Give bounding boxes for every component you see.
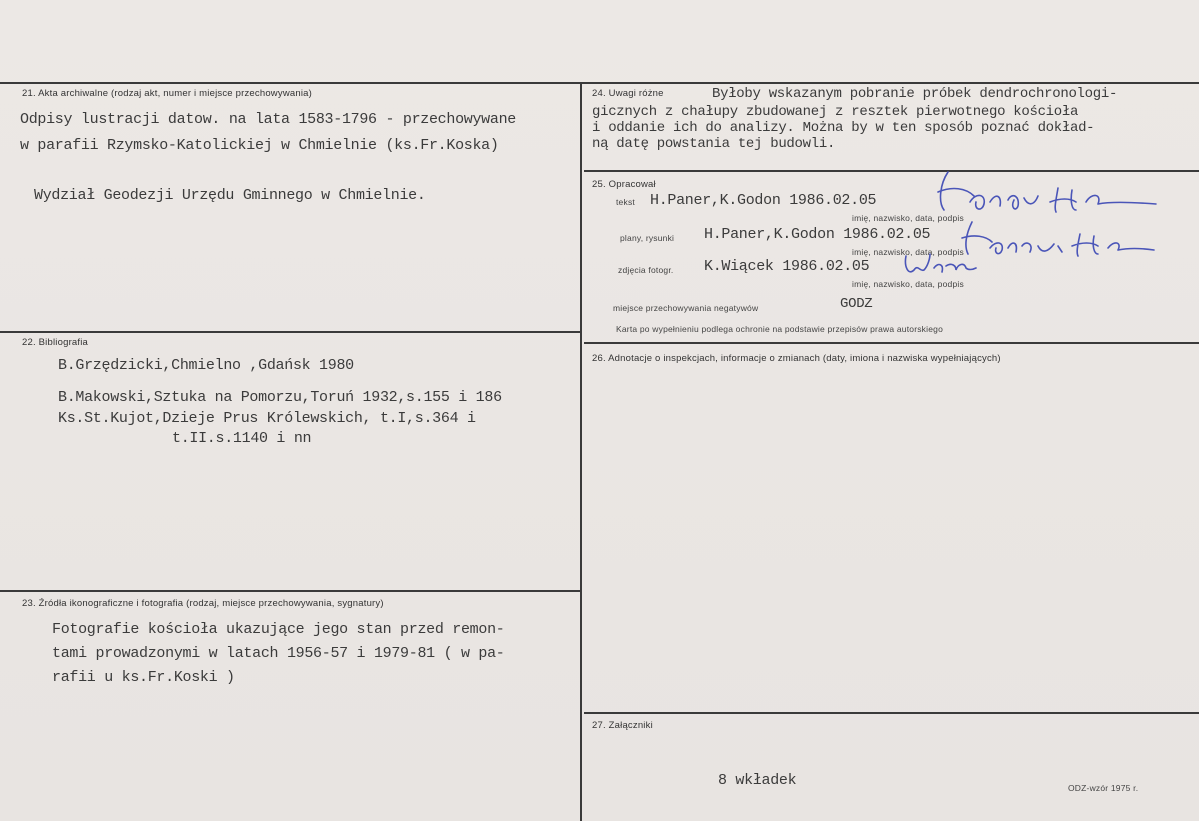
- miejsce-label: miejsce przechowywania negatywów: [613, 303, 759, 313]
- miejsce-value: GODZ: [840, 296, 873, 312]
- section-26-label: 26. Adnotacje o inspekcjach, informacje o zmianach (daty, imiona i nazwiska wypełniających): [592, 353, 1001, 364]
- section-23-line-2: tami prowadzonymi w latach 1956-57 i 1979-81 ( w pa-: [52, 645, 505, 662]
- rule-21-22: [0, 331, 580, 333]
- zdjecia-label: zdjęcia fotogr.: [618, 265, 674, 275]
- tekst-value: H.Paner,K.Godon 1986.02.05: [650, 192, 877, 209]
- section-22-line-1: B.Grzędzicki,Chmielno ,Gdańsk 1980: [58, 357, 354, 374]
- form-footer: ODZ-wzór 1975 r.: [1068, 783, 1139, 793]
- top-rule: [0, 82, 1199, 84]
- section-23-line-3: rafii u ks.Fr.Koski ): [52, 669, 235, 686]
- section-27-value: 8 wkładek: [718, 772, 797, 789]
- plany-value: H.Paner,K.Godon 1986.02.05: [704, 226, 931, 243]
- signature-tekst: [930, 162, 1160, 224]
- section-25-label: 25. Opracował: [592, 179, 656, 190]
- section-22-line-4: t.II.s.1140 i nn: [172, 430, 312, 447]
- section-24-line-1: Byłoby wskazanym pobranie próbek dendrochronologi-: [712, 86, 1118, 102]
- section-23-label: 23. Źródła ikonograficzne i fotografia (rodzaj, miejsce przechowywania, sygnatury): [22, 598, 384, 609]
- center-rule: [580, 82, 582, 821]
- signature-zdjecia: [900, 248, 980, 282]
- plany-caption: imię, nazwisko, data, podpis: [852, 247, 964, 257]
- section-24-line-4: ną datę powstania tej budowli.: [592, 136, 836, 152]
- section-21-line-1: Odpisy lustracji datow. na lata 1583-1796 - przechowywane: [20, 111, 516, 128]
- section-27-label: 27. Załączniki: [592, 720, 653, 731]
- tekst-label: tekst: [616, 197, 635, 207]
- section-22-line-2: B.Makowski,Sztuka na Pomorzu,Toruń 1932,s.155 i 186: [58, 389, 502, 406]
- section-21-line-2: w parafii Rzymsko-Katolickiej w Chmielnie (ks.Fr.Koska): [20, 137, 499, 154]
- section-21-line-3: Wydział Geodezji Urzędu Gminnego w Chmielnie.: [34, 187, 426, 204]
- rule-22-23: [0, 590, 580, 592]
- zdjecia-value: K.Wiącek 1986.02.05: [704, 258, 870, 275]
- rule-25-26: [584, 342, 1199, 344]
- plany-label: plany, rysunki: [620, 233, 675, 243]
- section-21-label: 21. Akta archiwalne (rodzaj akt, numer i miejsce przechowywania): [22, 88, 313, 99]
- section-22-line-3: Ks.St.Kujot,Dzieje Prus Królewskich, t.I,s.364 i: [58, 410, 476, 427]
- rule-26-27: [584, 712, 1199, 714]
- signature-plany: [958, 216, 1158, 262]
- section-24-label: 24. Uwagi różne: [592, 88, 664, 99]
- section-23-line-1: Fotografie kościoła ukazujące jego stan przed remon-: [52, 621, 505, 638]
- tekst-caption: imię, nazwisko, data, podpis: [852, 213, 964, 223]
- section-22-label: 22. Bibliografia: [22, 337, 89, 348]
- zdjecia-caption: imię, nazwisko, data, podpis: [852, 279, 964, 289]
- section-24-line-3: i oddanie ich do analizy. Można by w ten sposób poznać dokład-: [592, 120, 1095, 136]
- copyright-note: Karta po wypełnieniu podlega ochronie na podstawie przepisów prawa autorskiego: [616, 324, 943, 334]
- section-24-line-2: gicznych z chałupy zbudowanej z resztek pierwotnego kościoła: [592, 104, 1079, 120]
